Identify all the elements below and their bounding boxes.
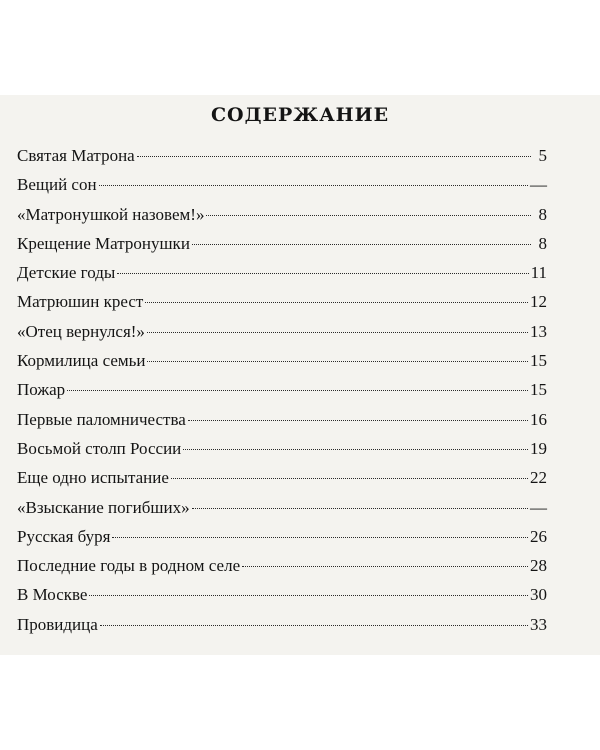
- toc-dot-leader: [192, 508, 528, 509]
- toc-entry: [17, 175, 547, 204]
- toc-entry: [17, 322, 547, 351]
- toc-dot-leader: [147, 361, 528, 362]
- toc-entry: [17, 351, 547, 380]
- toc-entry-title: Пожар: [17, 380, 66, 400]
- toc-entry-title: Последние годы в родном селе: [17, 556, 241, 576]
- toc-dot-leader: [145, 302, 528, 303]
- toc-dot-leader: [147, 332, 528, 333]
- toc-entry-page: 28: [530, 556, 547, 576]
- toc-entry: [17, 556, 547, 585]
- toc-entry: [17, 380, 547, 409]
- toc-entry-title: Матрюшин крест: [17, 292, 144, 312]
- toc-entry-title: Вещий сон: [17, 175, 97, 195]
- toc-dot-leader: [67, 390, 528, 391]
- toc-entry-title: «Взыскание погибших»: [17, 497, 190, 517]
- toc-dot-leader: [100, 625, 528, 626]
- toc-dot-leader: [137, 156, 531, 157]
- toc-entry-page: 15: [530, 351, 547, 371]
- toc-entry-page: 5: [538, 146, 547, 165]
- toc-entry-title: Святая Матрона: [17, 146, 135, 165]
- toc-entry-title: Восьмой столп России: [17, 438, 182, 458]
- toc-entry-page: 22: [530, 468, 547, 488]
- toc-entry-page: 16: [530, 409, 547, 429]
- toc-dot-leader: [183, 449, 528, 450]
- toc-entry-title: Русская буря: [17, 526, 111, 546]
- toc-dot-leader: [89, 595, 528, 596]
- toc-entry-title: Крещение Матронушки: [17, 233, 190, 253]
- toc-entry: [17, 292, 547, 321]
- toc-entry: [17, 205, 547, 234]
- toc-entry: [17, 439, 547, 468]
- toc-entry: [17, 468, 547, 497]
- toc-entry-page: 8: [538, 204, 547, 224]
- toc-entry-title: Первые паломничества: [17, 409, 186, 429]
- toc-entry-page: 33: [530, 614, 547, 634]
- toc-dot-leader: [242, 566, 528, 567]
- toc-entry: [17, 234, 547, 263]
- toc-entry: [17, 585, 547, 614]
- toc-dot-leader: [112, 537, 528, 538]
- toc-entry-page: —: [530, 497, 547, 517]
- toc-dot-leader: [188, 420, 528, 421]
- toc-entry-title: Еще одно испытание: [17, 468, 169, 488]
- toc-dot-leader: [99, 185, 528, 186]
- toc-entry-title: Детские годы: [17, 263, 116, 283]
- toc-entry-title: «Матронушкой назовем!»: [17, 204, 205, 224]
- toc-entry-title: Кормилица семьи: [17, 351, 146, 371]
- toc-entry-page: 12: [530, 292, 547, 312]
- toc-entry-page: 19: [530, 438, 547, 458]
- toc-entry-page: 8: [538, 233, 547, 253]
- toc-dot-leader: [206, 215, 531, 216]
- toc-entry-title: В Москве: [17, 585, 88, 605]
- toc-dot-leader: [192, 244, 531, 245]
- toc-entry-page: 26: [530, 526, 547, 546]
- toc-entry: [17, 263, 547, 292]
- toc-entry-page: 13: [530, 321, 547, 341]
- toc-dot-leader: [117, 273, 528, 274]
- toc-entry: [17, 498, 547, 527]
- toc-dot-leader: [171, 478, 528, 479]
- toc-entry-page: 30: [530, 585, 547, 605]
- toc-entry: [17, 146, 547, 175]
- toc-entry-title: Провидица: [17, 614, 98, 634]
- toc-entry-page: —: [530, 175, 547, 195]
- toc-entry: [17, 410, 547, 439]
- toc-entry-title: «Отец вернулся!»: [17, 321, 145, 341]
- toc-entry: [17, 527, 547, 556]
- table-of-contents: [17, 146, 547, 644]
- page-title: СОДЕРЖАНИЕ: [210, 104, 390, 126]
- toc-entry-page: 11: [530, 263, 547, 283]
- toc-entry-page: 15: [530, 380, 547, 400]
- toc-entry: [17, 615, 547, 644]
